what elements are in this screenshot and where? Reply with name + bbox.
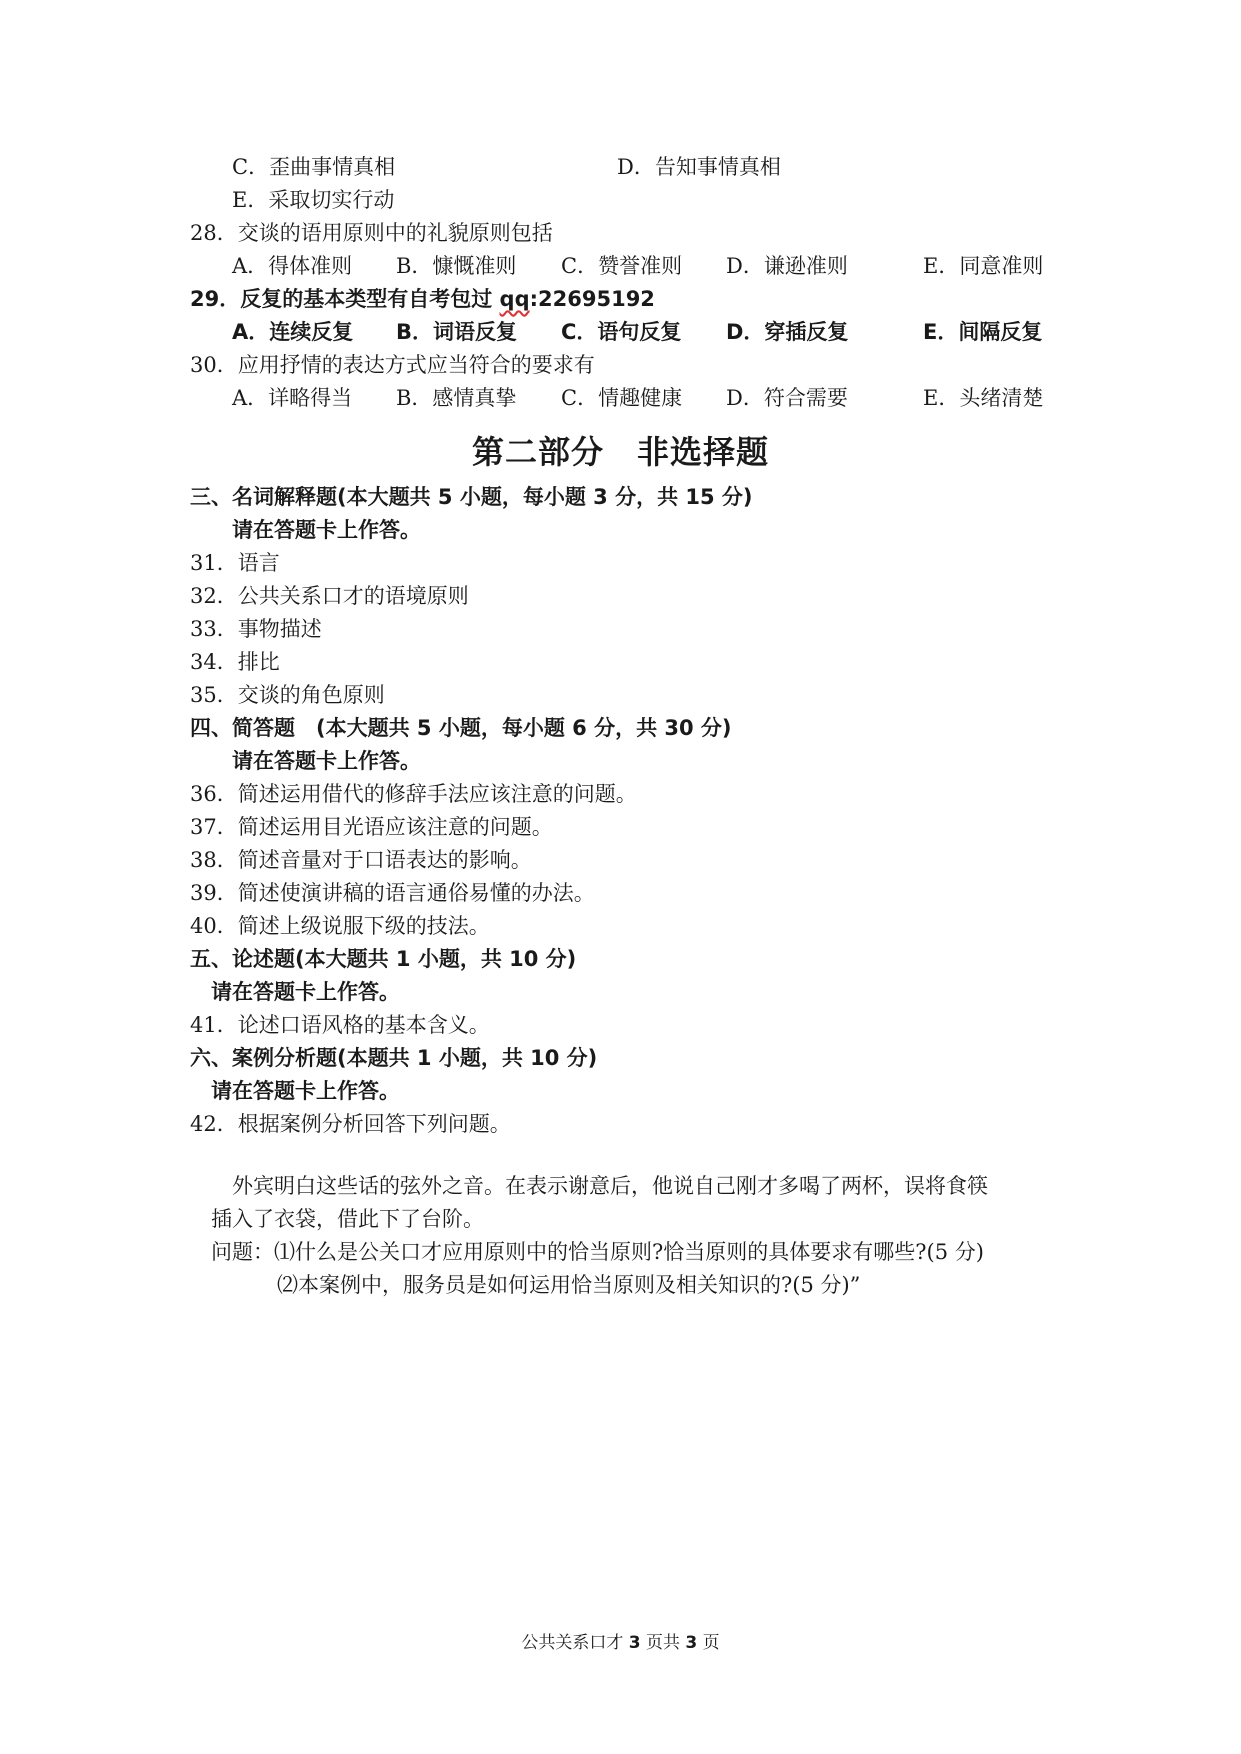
q38: 38．简述音量对于口语表达的影响。: [190, 848, 532, 872]
q29-option-e: E．间隔反复: [923, 320, 1043, 344]
q41: 41．论述口语风格的基本含义。: [190, 1013, 490, 1037]
footer-total-pages: 3: [685, 1633, 698, 1653]
case-question-2: ⑵本案例中，服务员是如何运用恰当原则及相关知识的?(5 分)”: [277, 1273, 861, 1297]
q29-qq: qq: [499, 287, 530, 311]
q29-option-b: B．词语反复: [396, 320, 518, 344]
footer-suffix: 页: [697, 1633, 720, 1653]
q28-option-e: E．同意准则: [923, 254, 1044, 278]
case-line-2: 插入了衣袋，借此下了台阶。: [211, 1207, 484, 1231]
q39: 39．简述使演讲稿的语言通俗易懂的办法。: [190, 881, 595, 905]
case-question-label: 问题：: [211, 1240, 274, 1264]
q30-option-a: A．详略得当: [232, 386, 353, 410]
section4-heading: 四、简答题 (本大题共 5 小题，每小题 6 分，共 30 分): [190, 716, 732, 740]
q29-option-a: A．连续反复: [232, 320, 354, 344]
q40: 40．简述上级说服下级的技法。: [190, 914, 490, 938]
case-question-1: [211, 1238, 984, 1266]
q29-stem: [190, 285, 655, 313]
section4-note: 请在答题卡上作答。: [232, 749, 421, 773]
q42: 42．根据案例分析回答下列问题。: [190, 1112, 511, 1136]
q27-option-d: D．告知事情真相: [617, 155, 781, 179]
q28-option-d: D．谦逊准则: [726, 254, 848, 278]
q30-stem: 30．应用抒情的表达方式应当符合的要求有: [190, 353, 595, 377]
q31: 31．语言: [190, 551, 280, 575]
part2-title: 第二部分 非选择题: [471, 433, 769, 471]
q29-option-d: D．穿插反复: [726, 320, 849, 344]
footer-prefix: 公共关系口才: [521, 1633, 629, 1653]
q28-option-b: B．慷慨准则: [396, 254, 517, 278]
q37: 37．简述运用目光语应该注意的问题。: [190, 815, 553, 839]
q29-stem-suffix: :22695192: [529, 287, 655, 311]
q28-option-c: C．赞誉准则: [561, 254, 683, 278]
q27-option-c: C．歪曲事情真相: [232, 155, 396, 179]
q29-option-c: C．语句反复: [561, 320, 682, 344]
section6-note: 请在答题卡上作答。: [211, 1079, 400, 1103]
q30-option-b: B．感情真挚: [396, 386, 517, 410]
section6-heading: 六、案例分析题(本题共 1 小题，共 10 分): [190, 1046, 598, 1070]
q32: 32．公共关系口才的语境原则: [190, 584, 469, 608]
section5-note: 请在答题卡上作答。: [211, 980, 400, 1004]
q28-stem: 28．交谈的语用原则中的礼貌原则包括: [190, 221, 553, 245]
section3-note: 请在答题卡上作答。: [232, 518, 421, 542]
case-line-1: 外宾明白这些话的弦外之音。在表示谢意后，他说自己刚才多喝了两杯，误将食筷: [232, 1174, 988, 1198]
q27-option-e: E．采取切实行动: [232, 188, 395, 212]
case-question-1-text: ⑴什么是公关口才应用原则中的恰当原则?恰当原则的具体要求有哪些?(5 分): [274, 1240, 984, 1264]
q35: 35．交谈的角色原则: [190, 683, 385, 707]
q33: 33．事物描述: [190, 617, 322, 641]
q30-option-d: D．符合需要: [726, 386, 848, 410]
q28-option-a: A．得体准则: [232, 254, 353, 278]
q36: 36．简述运用借代的修辞手法应该注意的问题。: [190, 782, 637, 806]
q30-option-c: C．情趣健康: [561, 386, 683, 410]
q34: 34．排比: [190, 650, 280, 674]
footer-middle: 页共: [640, 1633, 686, 1653]
q29-stem-prefix: 29．反复的基本类型有自考包过: [190, 287, 500, 311]
section3-heading: 三、名词解释题(本大题共 5 小题，每小题 3 分，共 15 分): [190, 485, 753, 509]
section5-heading: 五、论述题(本大题共 1 小题，共 10 分): [190, 947, 577, 971]
page-footer: [0, 1628, 1241, 1653]
q30-option-e: E．头绪清楚: [923, 386, 1044, 410]
footer-page-number: 3: [628, 1633, 641, 1653]
